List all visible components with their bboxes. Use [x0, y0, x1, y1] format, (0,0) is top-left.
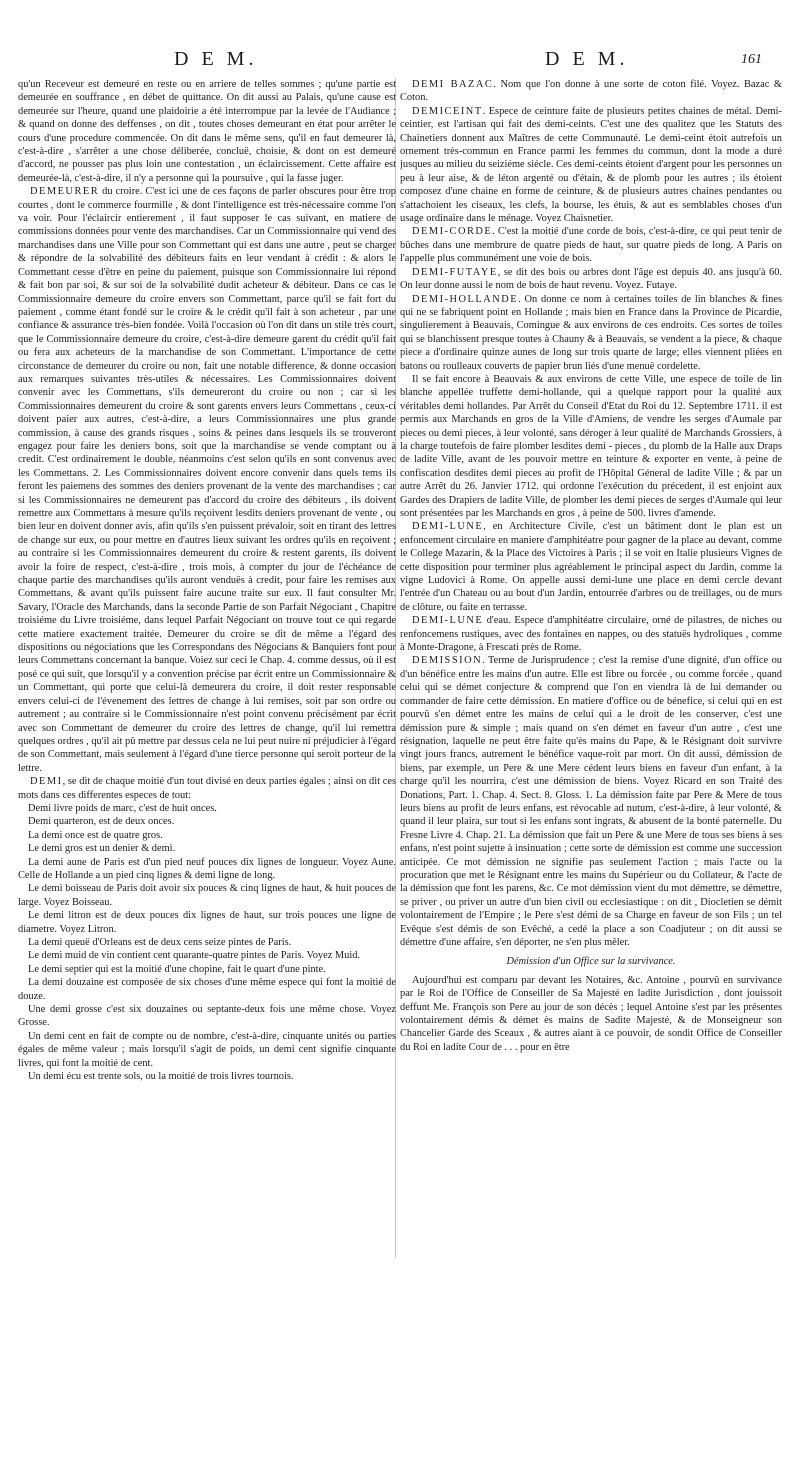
entry-text: d'eau. Espece d'amphitéatre circulaire, orné de pilastres, de niches ou renfoncemens rustiques, avec des fontaines en nappes, ou des statuës hydroliques , comme à Monte-Dragone, à Frescati près de Rome.	[400, 615, 782, 654]
entry-headword: DEMISSION	[412, 655, 483, 667]
entry-text: . On donne ce nom à certaines toiles de lin blanches & fines qui ne se fabriquent point en Hollande ; mais bien en France dans la Province de Picardie, singulierement à Beauvais, Comingue & aux environs de ces endroits. Ces sortes de toiles qui se blanchissent presque toutes à Chauny & à Beauvais, se vendent a la piece, & chaque piece a d'ordinaire quinze aunes de long sur trois quarte de large; elles viennent pliées en batons ou roulleaux couverts de papier brun liés d'une menuë cordelette.	[400, 293, 782, 372]
entry-headword: DEMI	[30, 776, 63, 788]
list-item: La demi once est de quatre gros.	[28, 829, 163, 841]
entry-paragraph	[400, 654, 782, 949]
list-item: Le demi boisseau de Paris doit avoir six pouces & cinq lignes de haut, & huit pouces de large. Voyez Boisseau.	[18, 883, 396, 908]
entry-text: , en Architecture Civile, c'est un bâtiment dont le plan est un enfoncement circulaire en maniere d'amphitéatre pour gagner de la place au devant, comme le College Mazarin, & la Place des Victoires à Paris ; il se voit en Italie plusieurs Vignes de cette disposition pour terminer plus agréablement le principal aspect du Jardin, comme la vigne Ludovici à Rome. On appelle aussi demi-lune une place en demi cercle devant l'entrée d'un Chateau ou au bout d'un Jardin, entourrée d'arbres ou de treillages, ou de murs de clôture, ou faite en terrasse.	[400, 521, 782, 613]
list-item: Demi quarteron, est de deux onces.	[28, 816, 175, 828]
entry-headword: DEMI-LUNE	[412, 521, 484, 533]
entry-paragraph	[400, 78, 782, 105]
closing-paragraph: Aujourd'hui est comparu par devant les Notaires, &c. Antoine , pourvû en survivance par le Roi de l'Office de Conseiller de Sa Majesté en ladite Jurisdiction , dont jouissoit deffunt Me. François son Pere au jour de son décès ; lequel Antoine s'est par les présentes volontairement démis & démet ès mains de Sadite Majesté, & de Monseigneur son Chancelier Garde des Sceaux , & autres aiant à ce pouvoir, de sondit Office de Conseiller du Roi en ladite Cour de . . . pour en être	[400, 974, 782, 1053]
entry-paragraph	[400, 293, 782, 373]
entry-text: . Terme de Jurisprudence ; c'est la remise d'une dignité, d'un office ou d'un bénéfice entre les mains d'un autre. Elle est libre ou forcée , ou comme forcée , quand celui qui se démet conjecture & comprend que l'on en viendra là de lui demander ou commander de faire cette démission. En matiere d'office ou de bénefice, si celui qui en est pourvû s'en démet entre les mains de celui qui a le droit de les conserver, c'est une démission pure & simple ; mais quand on s'en démet en faveur d'un autre , c'est une résignation, laquelle ne peut être faite qu'ès mains du Pape, & le Résignant doit survivre vingt jours francs, autrement le bénéfice vaque-roit par mort. On dit aussi, démission de biens, par exemple, un Pere & une Mere cédent leurs biens en faveur d'un enfant, à la charge qu'il les nourrira, c'est une démission de biens. Voyez Ricard en son Traité des Donations, Part. 1. Chap. 4. Sect. 8. Gloss. 1. La démission faite par Pere & Mere de tous leurs biens au profit de leurs enfans, est révocable ad nutum, c'est-à-dire, à leur volonté, & quand il leur plaira, sur tout si les enfans sont ingrats, & abusent de la bonté paternelle. Du Fresne Livre 4. Chap. 21. La démission que fait un Pere & une Mere de tous ses biens à ses enfans, n'est point sujette à insinuation ; cette sorte de démission est comme une succession anticipée. Ce mot démission ne signifie pas seulement l'action ; mais l'acte ou la procuration que met le Résignant entre les mains du Supérieur ou du Collateur, & l'acte de la démission que font les parens, &c. Ce mot démission vient du mot démettre, se démettre, se priver , ou priver un autre d'un bien civil ou ecclesiastique : on dit , Diocletien se démit volontairement de l'Empire ; le Pere s'est démi de sa Charge en faveur de son Fils ; un tel Evêque s'est démis de son Evêché, a cedé la place a son Coadjuteur ; on dit aussi se démettre d'une affaire, s'en déporter, ne s'en plus mêler.	[400, 655, 782, 948]
entry-headword: DEMI BAZAC	[412, 79, 494, 90]
entry-headword: DEMI-FUTAYE	[412, 266, 498, 278]
running-head-right: D E M.	[545, 48, 629, 70]
list-item: Le demi gros est un denier & demi.	[28, 843, 176, 855]
list-item: Un demi cent en fait de compte ou de nombre, c'est-à-dire, cinquante unités ou parties égales de même valeur ; mais lorsqu'il s'agit de poids, un demi cent signifie cinquante livres, qui font la moitié de cent.	[18, 1030, 396, 1069]
entry-text: , se dit de chaque moitié d'un tout divisé en deux parties égales ; ainsi on dit ces mots dans ces differentes especes de tout:	[18, 776, 396, 801]
entry-text: du croire. C'est ici une de ces façons de parler obscures pour être trop courtes , dont le commerce fourmille , & dont l'intelligence est très-nécessaire comme l'on va voir. Pour l'éclaircir entierement , il faut supposer le cas suivant, en matiere de commissions données pour vente des marchandises. Car un Commissionnaire qui vend des marchandises dans une Ville pour son Commettant qui est dans une autre , peut se charger & répondre de la solvabilité des débiteurs faits en leur vendant à crédit : & alors le Commettant cesse d'être en peine du paiement, puisque son Commissionnaire lui répond & fait bon par soi, & sur soi de la solvabilité dudit acheteur & débiteur. Dans ce cas le Commissionnaire demeure du croire envers son Commettant, parce qu'il se fait fort du paiement , comme étant fondé sur le croire & le crédit qu'il fait à son acheteur , par une confiance & assurance très-bien fondée. Voilà l'occasion où l'on dit dans un stile très court, que le Commissionnaire demeure du croire, c'est-à-dire demeure garent du crédit qu'il fait ou fera aux acheteurs de la marchandise de son Commettant. L'importance de cette circonstance de demeurer du croire ou non, fait une notable difference, & donne occasion aux remarques suivantes très-utiles & nécessaires. Les Commissionnaires doivent convenir avec les Commettans, s'ils demeureront du croire ou non ; car si les Commissionnaires demeurent du croire & sont garents envers leurs Commettans , ceux-ci doivent paier aux autres, c'est-à-dire, a leurs Commissionnaires une plus grande commission, à cause des grands risques , soins & peines dans lesquels ils se trouveront engagez pour faire les deniers bons, soit que la marchandise se vende comptant ou à credit. C'est ordinairement le double, néanmoins c'est selon qu'ils en sont convenus avec les Commettans. 2. Les Commissionnaires doivent encore convenir dans quels tems ils feront les paiemens des sommes des deniers provenant de la vente des marchandises ; car si les Commissionnaires ne demeurent pas d'accord du croire des débiteurs , ils doivent remettre aux Commettans à mesure qu'ils reçoivent lesdits deniers provenant de vente , ou bien leur en doivent donner avis, afin qu'ils s'en puissent prévaloir, soit en tirant des lettres de change sur eux, ou pour mettre en d'autres lieux suivant les ordres qu'ils en reçoivent ; au contraire si les Commissionnaires demeurent du croire & restent garents, ils doivent avoir la foire de respect, c'est-à-dire , trois mois, à compter du jour de l'échéance de chaque partie des marchandises qu'ils auront venduës à credit, pour faire les remises aux Commettans, & avant qu'ils puissent faire aucune traite sur eux. Il faut consulter Mr. Savary, l'Oracle des Marchands, dans la seconde Partie de son Parfait Négociant , Chapitre troisiéme du Livre troisiéme, dans lequel Parfait Négociant on trouve tout ce qui regarde cette matiere exactement traitée. Demeurer du croire se dit de même a l'égard des dispositions ou négociations que les Correspondans des Négocians & Banquiers font pour leurs Commettans concernant la banque. Voiez sur ceci le Chap. 4. comme dessus, où il est posé ce qui suit, que lorsqu'il y a convention précise par écrit entre un Commissionnaire & un Commettant, qui porte que celui-là demeurera du croire, il doit rester responsable envers celui-ci de l'évenement des lettres de change à lui remises, soit par son ordre ou autrement ; au contraire si le Commissionnaire n'est point convenu précisément par écrit avec son Commettant de demeurer du croire des lettres de change, qu'il lui remettra quelques ordres , qu'il ait pû mettre par dessus cela ne lui peut nuire ni préjudicier à l'égard de son Commettant, mais seulement à l'égard d'une tierce personne qui seroit porteur de la lettre.	[18, 186, 396, 774]
running-head-left: D E M.	[174, 48, 258, 70]
list-item: La demi aune de Paris est d'un pied neuf pouces dix lignes de longueur. Voyez Aune. Celle de Hollande a un pied cinq lignes & demi ligne de long.	[18, 856, 396, 881]
left-column	[18, 78, 396, 1408]
entry-paragraph	[400, 225, 782, 265]
entry-text: . C'est la moitié d'une corde de bois, c'est-à-dire, ce qui peut tenir de bûches dans une membrure de quatre pieds de haut, sur quatre pieds de long. A Paris on l'appelle plus communément une voie de bois.	[400, 226, 782, 265]
paragraph-text: qu'un Receveur est demeuré en reste ou en arriere de telles sommes ; qu'une partie est demeurée en souffrance , en débet de quittance. On dit aussi au Palais, qu'une cause est demeurée sur l'heure, quand une plaidoirie a été interrompue par la levée de l'Audiance ; & quand on donne des deffenses , on dit , toutes choses demeurant en état pour arrêter le cours d'une procedure commencée. On dit dans le même sens, qu'il en faut demeurer là, c'est-à-dire , s'arrêter a une chose déliberée, concluë, choisie, & dont on est demeuré d'accord, ne pousser pas plus loin une contestation , un éclaircissement. Cette affaire est demeurée-là, c'est-à-dire, il n'y a personne qui la poursuive , qui la fasse juger.	[18, 79, 396, 184]
list-item: Demi livre poids de marc, c'est de huit onces.	[28, 802, 217, 814]
entry-paragraph	[400, 373, 782, 520]
list-item: La demi douzaine est composée de six choses d'une même espece qui font la moitié de douze.	[18, 977, 396, 1002]
right-column	[400, 78, 782, 1408]
list-item: Le demi litron est de deux pouces dix lignes de haut, sur trois pouces une ligne de diametre. Voyez Litron.	[18, 910, 396, 935]
form-subheading: Démission d'un Office sur la survivance.	[506, 956, 676, 968]
entry-paragraph	[18, 185, 396, 775]
entry-paragraph	[400, 266, 782, 293]
entry-headword: DEMI-HOLLANDE	[412, 293, 519, 305]
page-number: 161	[741, 52, 762, 67]
entry-text: . Espece de ceinture faite de plusieurs petites chaines de métal. Demi-ceintier, est l'artisan qui fait des demi-ceints. C'est une des qualitez que les Statuts des Chainetiers donnent aux Maîtres de cette Communauté. Le demi-ceint étoit autrefois un ornement très-commun en France parmi les femmes du commun, dont la mode a duré jusques au milieu du seiziéme siécle. Ces demi-ceints étoient d'argent pour les personnes un peu à leur aise, & de léton argenté ou d'étain, & de plomb pour les autres ; ils étoient composez d'une chaine en forme de ceinture, & de plusieurs autres chaines pendantes ou s'attachoient les ciseaux, les clefs, la bourse, les étuis, & aut es semblables choses d'un usage ordinaire dans le ménage. Voyez Chaisnetier.	[400, 105, 782, 225]
entry-text: . Nom que l'on donne à une sorte de coton filé. Voyez. Bazac & Coton.	[400, 79, 782, 104]
entry-paragraph	[18, 775, 396, 802]
entry-headword: DEMEURER	[30, 186, 100, 198]
list-item: Une demi grosse c'est six douzaines ou septante-deux fois une même chose. Voyez Grosse.	[18, 1004, 396, 1029]
list-item: Le demi septier qui est la moitié d'une chopine, fait le quart d'une pinte.	[28, 963, 326, 975]
entry-paragraph	[400, 614, 782, 654]
list-item: Le demi muid de vin contient cent quarante-quatre pintes de Paris. Voyez Muid.	[28, 950, 361, 962]
entry-text: Il se fait encore à Beauvais & aux environs de cette Ville, une espece de toile de lin blanche appellée truffette demi-hollande, qui a quelque rapport pour la qualité aux véritables demi hollandes. Par Arrêt du Conseil d'Etat du Roi du 12. Septembre 1711. il est permis aux Marchands en gros de la Ville d'Amiens, de vendre les serges d'Aumale par pieces ou demi pieces, à leur volonté, sans déroger à leur qualité de Marchands Grossiers, à la charge toutefois de faire plomber lesdites demi - pieces , du plomb de la Halle aux Draps de ladite Ville, avant de les pouvoir mettre en teinture & exporter en vente, à peine de confiscation desdites demi pieces au profit de l'Hôpital Géneral de ladite Ville ; & par un autre Arrêt du 26. Janvier 1712. qui ordonne l'exécution du précedent, il est enjoint aux Gardes des Drapiers de ladite Ville, de plomber les demi pieces de serges d'Aumale qui leur sont présentées par les Marchands en gros , à peine de 500. livres d'amende.	[400, 373, 782, 519]
entry-paragraph	[400, 105, 782, 226]
page-header	[0, 48, 800, 78]
list-item: La demi queuë d'Orleans est de deux cens seize pintes de Paris.	[28, 937, 292, 948]
entry-paragraph	[400, 520, 782, 614]
entry-text: , se dit des bois ou arbres dont l'âge est depuis 40. ans jusqu'à 60. On leur donne aussi le nom de bois de haut revenu. Voyez. Futaye.	[400, 266, 782, 292]
list-item: Un demi écu est trente sols, ou la moitié de trois livres tournois.	[28, 1071, 294, 1083]
entry-headword: DEMI-LUNE	[412, 615, 484, 627]
entry-headword: DEMI-CORDE	[412, 226, 493, 238]
entry-headword: DEMICEINT	[412, 105, 483, 117]
paragraph	[18, 78, 396, 185]
